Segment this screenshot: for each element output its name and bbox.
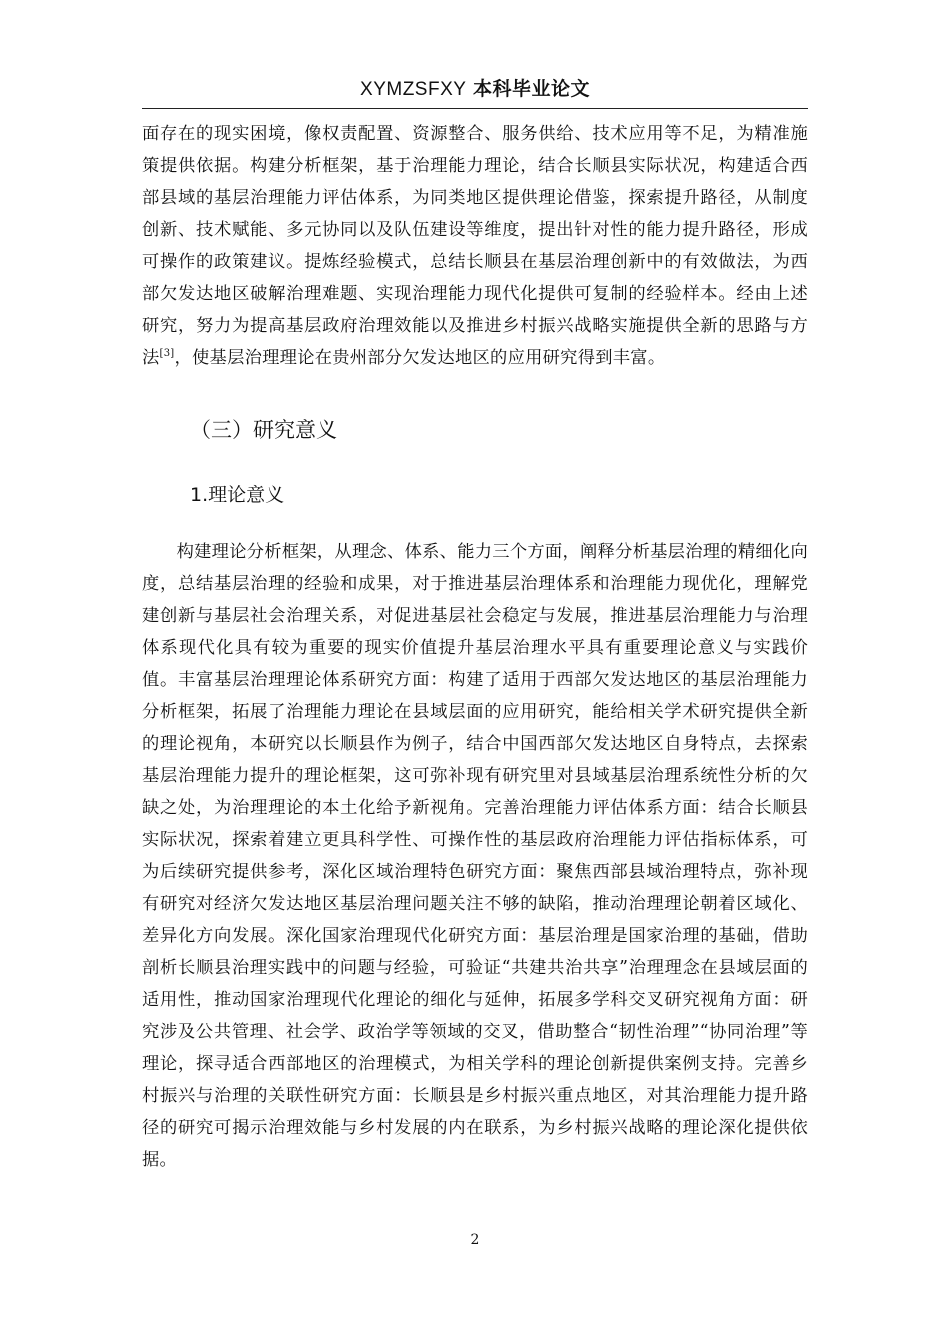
body-text: 构建理论分析框架，从理念、体系、能力三个方面，阐释分析基层治理的精细化向度，总结基层治理的经验和成果，对于推进基层治理体系和治理能力现优化，理解党建创新与基层社会治理关系，对促进基层社会稳定与发展，推进基层治理能力与治理体系现代化具有较为重要的现实价值提升基层治理水平具有重要理论意义与实践价值。丰富基层治理理论体系研究方面：构建了适用于西部欠发达地区的基层治理能力分析框架，拓展了治理能力理论在县域层面的应用研究，能给相关学术研究提供全新的理论视角，本研究以长顺县作为例子，结合中国西部欠发达地区自身特点，去探索基层治理能力提升的理论框架，这可弥补现有研究里对县域基层治理系统性分析的欠缺之处，为治理理论的本土化给予新视角。完善治理能力评估体系方面：结合长顺县实际状况，探索着建立更具科学性、可操作性的基层政府治理能力评估指标体系，可为后续研究提供参考，深化区域治理特色研究方面：聚焦西部县域治理特点，弥补现有研究对经济欠发达地区基层治理问题关注不够的缺陷，推动治理理论朝着区域化、差异化方向发展。深化国家治理现代化研究方面：基层治理是国家治理的基础，借助剖析长顺县治理实践中的问题与经验，可验证“共建共治共享”治理理念在县域层面的适用性，推动国家治理现代化理论的细化与延伸，拓展多学科交叉研究视角方面：研究涉及公共管理、社会学、政治学等领域的交叉，借助整合“韧性治理”“协同治理”等理论，探寻适合西部地区的治理模式，为相关学科的理论创新提供案例支持。完善乡村振兴与治理的关联性研究方面：长顺县是乡村振兴重点地区，对其治理能力提升路径的研究可揭示治理效能与乡村发展的内在联系，为乡村振兴战略的理论深化提供依据。: [142, 542, 808, 1170]
intro-paragraph: [142, 118, 808, 374]
page-header: [0, 74, 950, 101]
page-number: 2: [470, 1232, 480, 1248]
intro-text-after: ，使基层治理理论在贵州部分欠发达地区的应用研究得到丰富。: [174, 348, 666, 368]
header-rule: [142, 108, 808, 109]
header-title: 本科毕业论文: [472, 78, 590, 100]
body-paragraph: [142, 536, 808, 1176]
intro-text-before: 面存在的现实困境，像权责配置、资源整合、服务供给、技术应用等不足，为精准施策提供依据。构建分析框架，基于治理能力理论，结合长顺县实际状况，构建适合西部县域的基层治理能力评估体系，为同类地区提供理论借鉴，探索提升路径，从制度创新、技术赋能、多元协同以及队伍建设等维度，提出针对性的能力提升路径，形成可操作的政策建议。提炼经验模式，总结长顺县在基层治理创新中的有效做法，为西部欠发达地区破解治理难题、实现治理能力现代化提供可复制的经验样本。经由上述研究，努力为提高基层政府治理效能以及推进乡村振兴战略实施提供全新的思路与方法: [142, 124, 808, 368]
subsection-heading: 1.理论意义: [190, 484, 285, 506]
section-heading: （三）研究意义: [190, 418, 337, 442]
header-code: XYMZSFXY: [360, 79, 467, 100]
citation-mark: [3]: [159, 348, 175, 360]
